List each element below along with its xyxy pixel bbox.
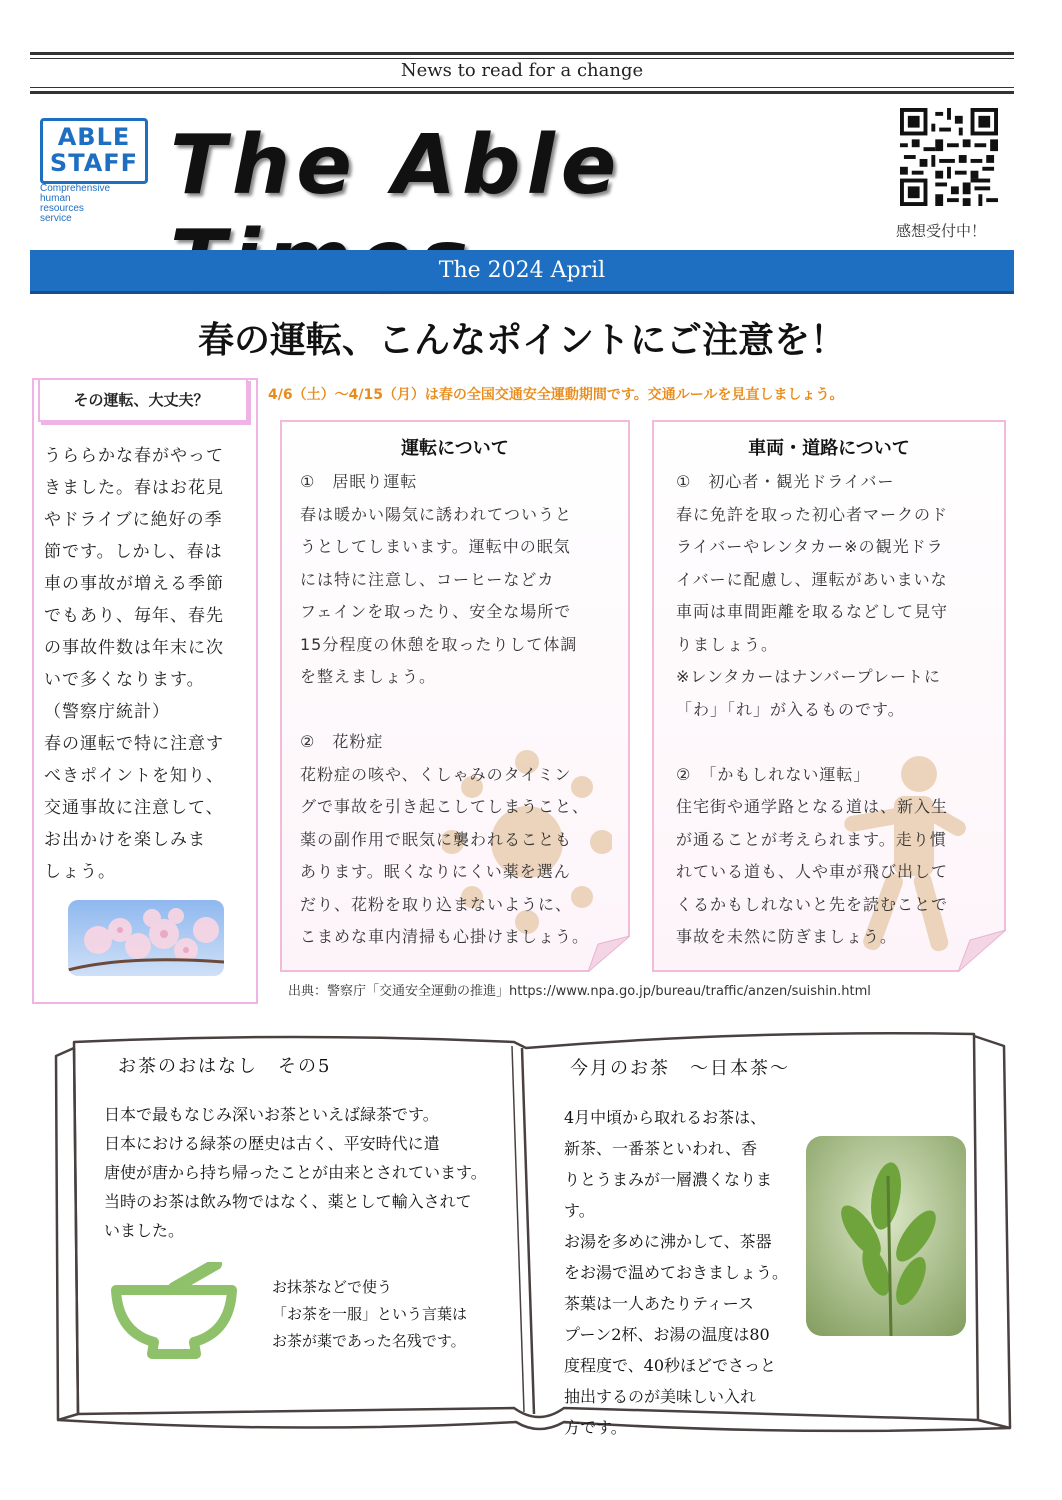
driving-line: には特に注意し、コーヒーなどカ xyxy=(300,569,555,589)
tea-note-line: お抹茶などで使う xyxy=(272,1278,393,1296)
driving-line: 花粉症の咳や、くしゃみのタイミン xyxy=(300,764,572,784)
tea-month-line: プーン2杯、お湯の温度は80 xyxy=(564,1325,770,1344)
driving-line: グで事故を引き起こしてしまうこと、 xyxy=(300,797,590,816)
roads-line: が通ることが考えられます。走り慣 xyxy=(676,829,947,849)
side-line: べきポイントを知り、 xyxy=(44,766,224,786)
side-tag-label: その運転、大丈夫？ xyxy=(73,391,209,409)
side-line: お出かけを楽しみま xyxy=(44,830,206,850)
tea-note-line: 「お茶を一服」という言葉は xyxy=(272,1305,468,1323)
side-line: いで多くなります。 xyxy=(44,670,205,690)
roads-line: イバーに配慮し、運転があいまいな xyxy=(676,569,948,589)
page-curl-icon xyxy=(958,930,1006,972)
roads-line: りましょう。 xyxy=(676,634,779,654)
qr-caption: 感想受付中！ xyxy=(896,222,987,240)
roads-line: ② 「かもしれない運転」 xyxy=(676,764,871,784)
tea-month-line: をお湯で温めておきましょう。 xyxy=(564,1263,789,1282)
tea-story-line: 当時のお茶は飲み物ではなく、薬として輸入されて xyxy=(104,1192,472,1211)
roads-body xyxy=(676,466,1000,954)
side-line: しょう。 xyxy=(44,862,116,882)
roads-line: ※レンタカーはナンバープレートに xyxy=(676,667,942,686)
header-rule xyxy=(30,91,1014,94)
side-line: 車の事故が増える季節 xyxy=(44,574,224,594)
logo-line-2: STAFF xyxy=(49,149,139,177)
tea-story-line: いました。 xyxy=(104,1221,185,1240)
mortar-bowl-icon xyxy=(104,1262,244,1362)
tea-month-title: 今月のお茶 ～日本茶～ xyxy=(570,1058,790,1079)
tea-note-line: お茶が薬であった名残です。 xyxy=(272,1332,466,1350)
driving-line: 薬の副作用で眠気に襲われることも xyxy=(300,829,573,849)
logo-sub-3: resources xyxy=(40,203,84,214)
tea-month-line: 茶葉は一人あたりティース xyxy=(564,1294,754,1313)
header-rule-thin xyxy=(30,87,1014,88)
masthead-title: The Able xyxy=(170,118,623,213)
tea-note xyxy=(272,1274,512,1355)
top-rule-thin xyxy=(30,58,1014,59)
roads-line: ライバーやレンタカー※の観光ドラ xyxy=(676,537,944,556)
driving-line: ② 花粉症 xyxy=(300,732,384,751)
driving-line: ① 居眠り運転 xyxy=(300,472,418,491)
tea-story-body xyxy=(104,1100,524,1245)
roads-line: れている道も、人や車が飛び出して xyxy=(676,862,949,881)
cherry-blossom-photo xyxy=(68,900,224,976)
logo-sub-2: human xyxy=(40,193,71,204)
logo-subtitle xyxy=(40,184,150,224)
tea-story-title: お茶のおはなし その5 xyxy=(118,1056,332,1077)
tea-month-line: 度程度で、40秒ほどでさっと xyxy=(564,1356,777,1375)
roads-line: ① 初心者・観光ドライバー xyxy=(676,472,895,491)
roads-line: 「わ」「れ」が入るものです。 xyxy=(676,699,905,719)
driving-line: だり、花粉を取り込まないように、 xyxy=(300,894,573,914)
qr-code[interactable] xyxy=(900,108,998,206)
tagline: News to read for a change xyxy=(400,60,644,81)
tea-leaf-photo xyxy=(806,1136,966,1336)
side-line: うららかな春がやって xyxy=(44,446,224,466)
driving-line: うとしてしまいます。運転中の眠気 xyxy=(300,537,571,556)
driving-line: 15分程度の休憩を取ったりして体調 xyxy=(300,634,578,654)
roads-line: 事故を未然に防ぎましょう。 xyxy=(676,927,898,946)
roads-card xyxy=(652,420,1006,972)
roads-title: 車両・道路について xyxy=(748,438,910,459)
driving-body xyxy=(300,466,620,954)
roads-line xyxy=(676,726,1000,759)
driving-line: を整えましょう。 xyxy=(300,667,437,686)
able-staff-logo xyxy=(40,118,148,184)
side-line: （警察庁統計） xyxy=(44,702,170,722)
roads-line: 住宅街や通学路となる道は、新入生 xyxy=(676,797,949,816)
logo-sub-1: Comprehensive xyxy=(40,183,111,194)
logo-line-1: ABLE xyxy=(57,123,131,151)
tea-month-line: りとうまみが一層濃くなります。 xyxy=(564,1170,773,1220)
tea-story-line: 日本で最もなじみ深いお茶といえば緑茶です。 xyxy=(104,1105,439,1124)
tea-month-line: 新茶、一番茶といわれ、香 xyxy=(564,1139,757,1158)
driving-title: 運転について xyxy=(401,438,509,459)
driving-line: こまめな車内清掃も心掛けましょう。 xyxy=(300,927,590,946)
roads-line: 車両は車間距離を取るなどして見守 xyxy=(676,602,949,621)
roads-line: くるかもしれないと先を読むことで xyxy=(676,894,949,914)
side-line: やドライブに絶好の季 xyxy=(44,510,223,530)
tea-month-line: 方です。 xyxy=(564,1418,627,1437)
tea-story-line: 唐使が唐から持ち帰ったことが由来とされています。 xyxy=(104,1163,487,1182)
side-line: でもあり、毎年、春先 xyxy=(44,606,224,626)
driving-line: 春は暖かい陽気に誘われてついうと xyxy=(300,504,573,524)
driving-line: フェインを取ったり、安全な場所で xyxy=(300,602,572,621)
tea-month-line: 4月中頃から取れるお茶は、 xyxy=(564,1108,767,1127)
page-curl-icon xyxy=(588,936,630,972)
side-line: 交通事故に注意して、 xyxy=(44,798,224,818)
driving-line: あります。眠くなりにくい薬を選ん xyxy=(300,862,571,881)
side-body xyxy=(44,440,244,888)
tea-month-body xyxy=(564,1102,802,1443)
side-line: の事故件数は年末に次 xyxy=(44,638,224,658)
side-line: きました。春はお花見 xyxy=(44,478,224,498)
headline: 春の運転、こんなポイントにご注意を！ xyxy=(197,320,846,361)
source-citation: 出典：警察庁「交通安全運動の推進」https://www.npa.go.jp/bureau/traffic/anzen/suishin.html xyxy=(288,984,871,999)
logo-sub-4: service xyxy=(40,213,72,224)
issue-date: The 2024 April xyxy=(438,258,606,283)
campaign-notice: 4/6（土）～4/15（月）は春の全国交通安全運動期間です。交通ルールを見直しましょう。 xyxy=(268,387,844,403)
tea-story-line: 日本における緑茶の歴史は古く、平安時代に遣 xyxy=(104,1134,440,1153)
top-rule xyxy=(30,52,1014,55)
roads-line: 春に免許を取った初心者マークのド xyxy=(676,504,949,524)
side-line: 春の運転で特に注意す xyxy=(44,734,224,754)
driving-card xyxy=(280,420,630,972)
tea-month-line: 抽出するのが美味しい入れ xyxy=(564,1387,757,1406)
driving-line xyxy=(300,694,620,727)
tea-month-line: お湯を多めに沸かして、茶器 xyxy=(564,1232,772,1251)
side-line: 節です。しかし、春は xyxy=(44,542,223,562)
